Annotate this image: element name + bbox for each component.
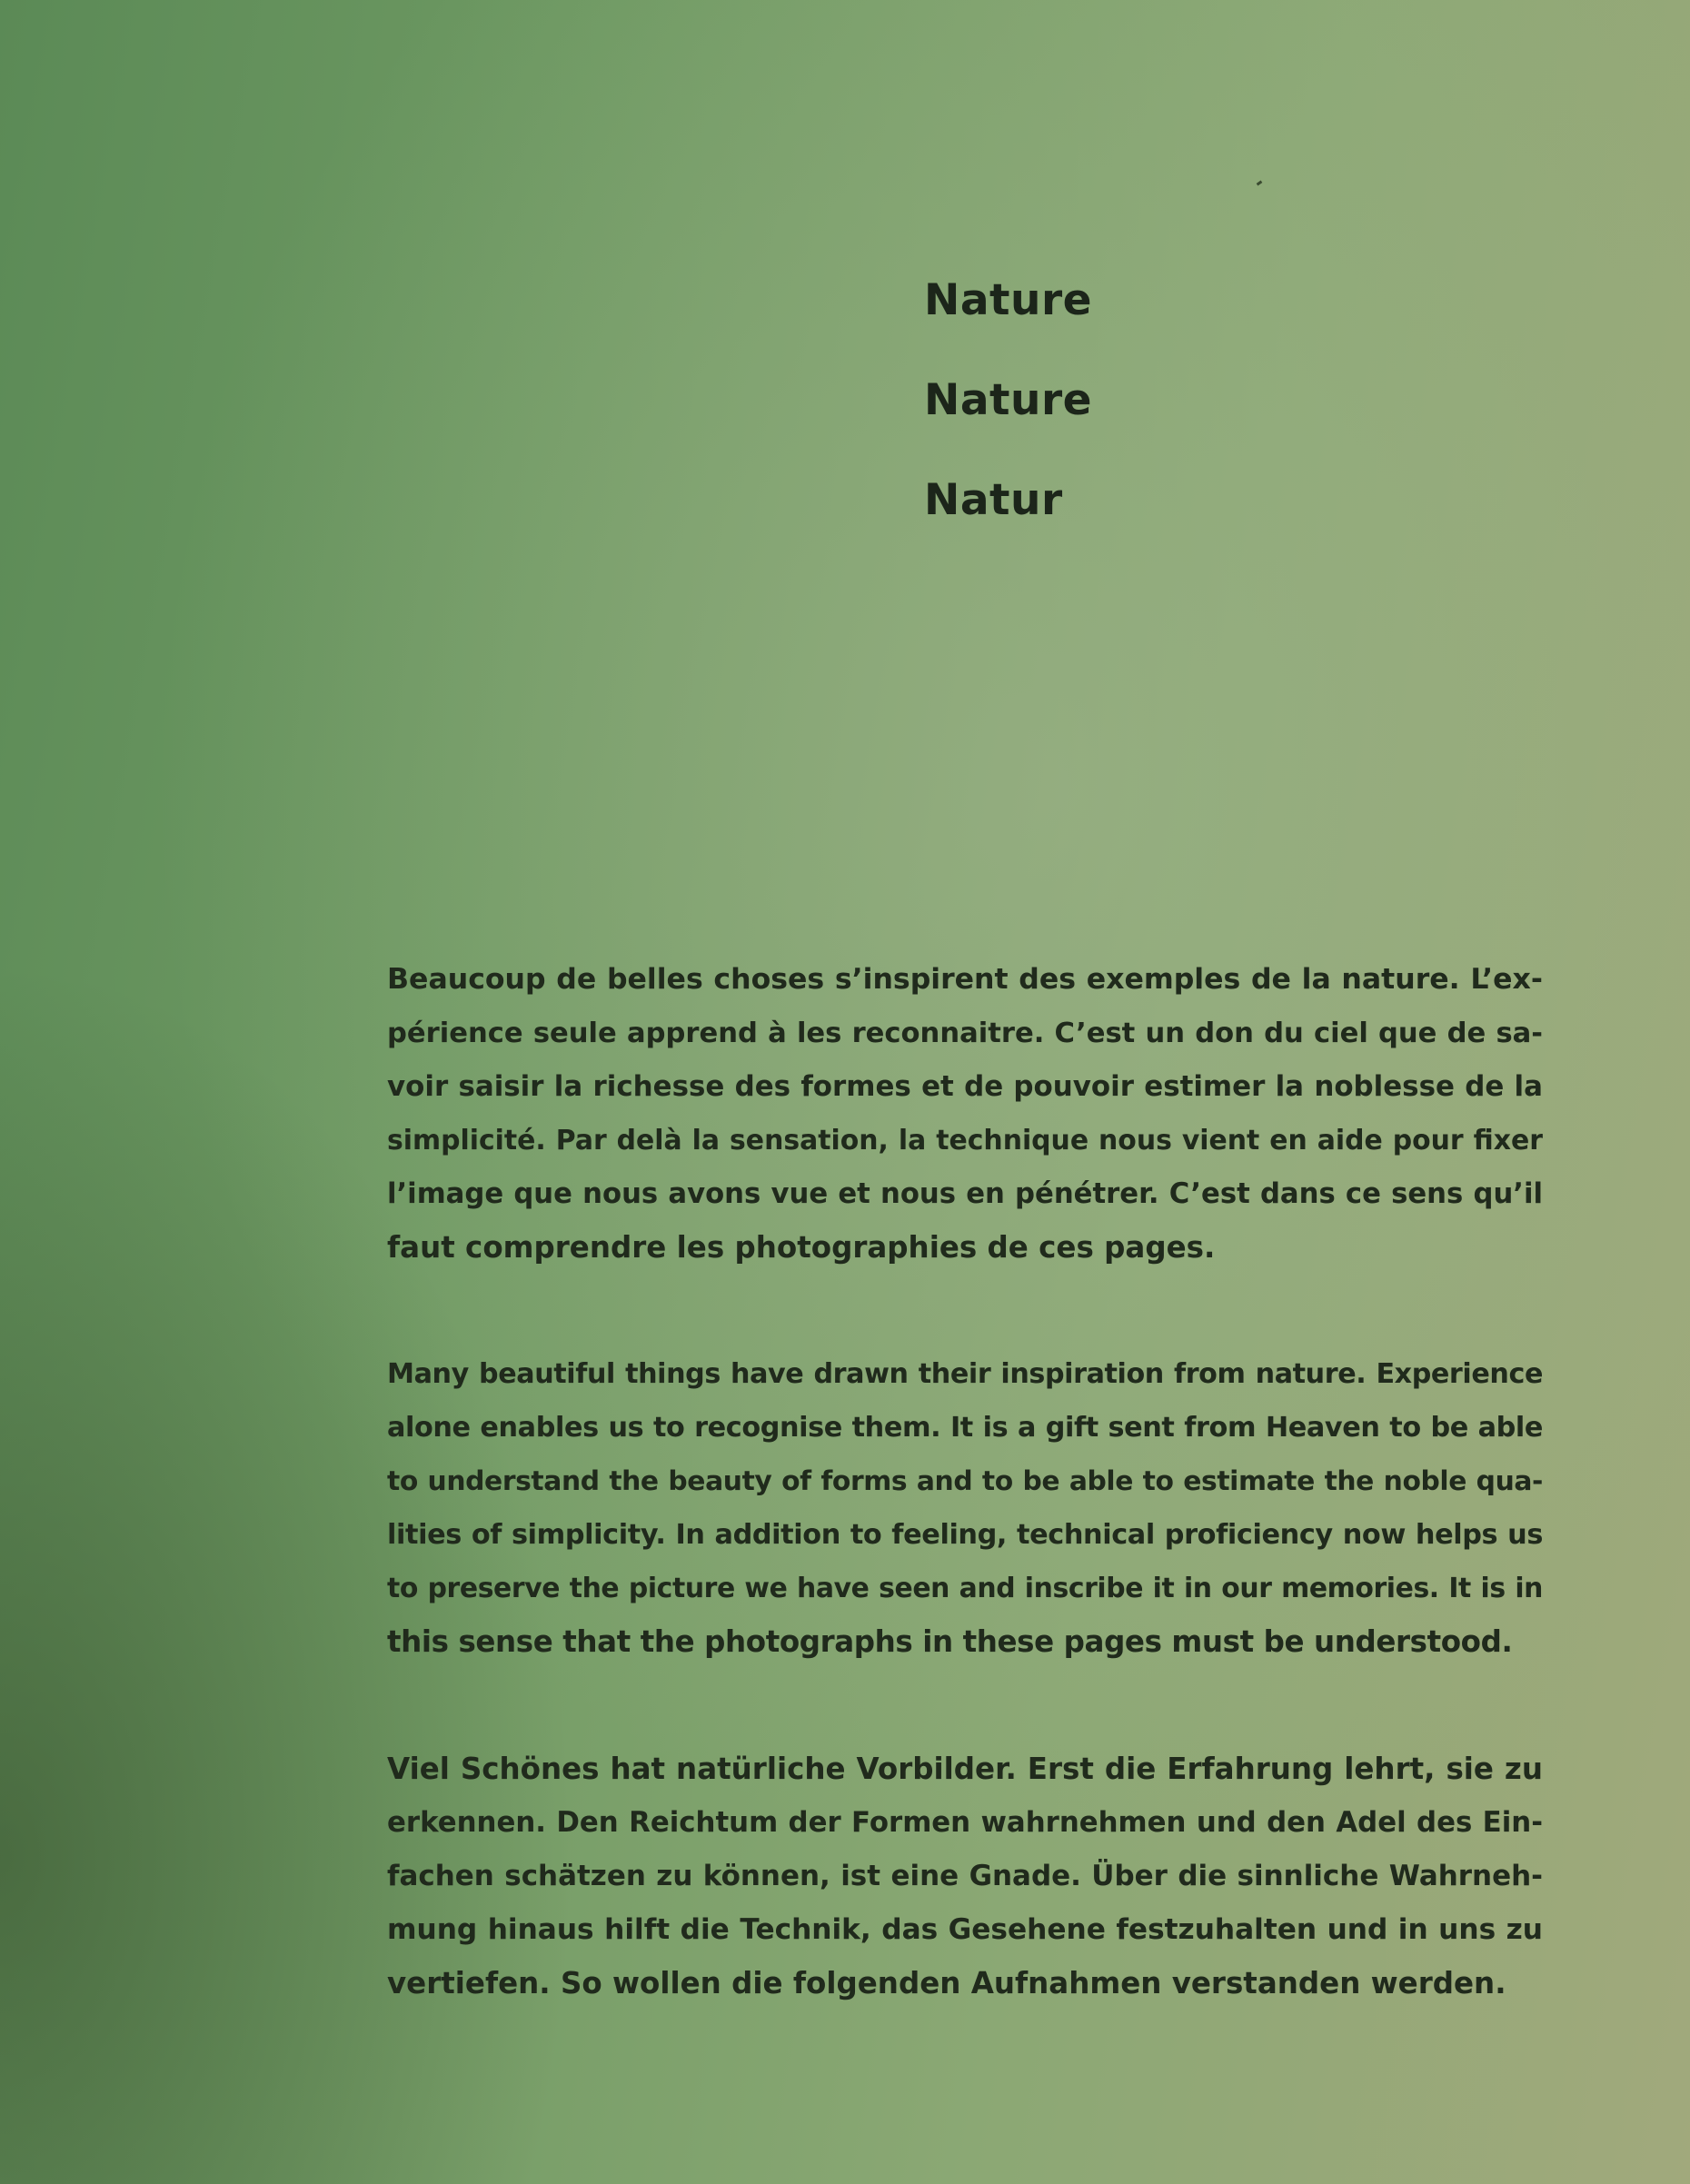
paragraph-line: faut comprendre les photographies de ces pages. — [387, 1230, 1216, 1265]
paragraph-line: voir saisir la richesse des formes et de pouvoir estimer la noblesse de la — [387, 1070, 1543, 1103]
paragraph-line: to understand the beauty of forms and to be able to estimate the noble qua- — [387, 1465, 1543, 1497]
paragraph-line: fachen schätzen zu können, ist eine Gnade. Über die sinnliche Wahrneh- — [387, 1860, 1543, 1892]
paragraph-line: périence seule apprend à les reconnaitre. C’est un don du ciel que de sa- — [387, 1018, 1543, 1049]
paragraph-line: Viel Schönes hat natürliche Vorbilder. Erst die Erfahrung lehrt, sie zu — [387, 1752, 1543, 1786]
paragraph-line: erkennen. Den Reichtum der Formen wahrnehmen und den Adel des Ein- — [387, 1806, 1543, 1839]
paper-speck — [1257, 181, 1263, 186]
paragraph-line: Beaucoup de belles choses s’inspirent des exemples de la nature. L’ex- — [387, 963, 1543, 996]
title-french: Nature — [924, 275, 1093, 325]
title-english: Nature — [924, 375, 1093, 425]
paragraph-english — [387, 1347, 1543, 1669]
paragraph-line: alone enables us to recognise them. It is a gift sent from Heaven to be able — [387, 1412, 1543, 1444]
paragraph-line: to preserve the picture we have seen and inscribe it in our memories. It is in — [387, 1573, 1543, 1604]
paragraph-line: mung hinaus hilft die Technik, das Gesehene festzuhalten und in uns zu — [387, 1913, 1543, 1946]
paragraph-german — [387, 1742, 1543, 2010]
title-german: Natur — [924, 475, 1063, 525]
title-list — [924, 251, 1092, 551]
paragraph-line: lities of simplicity. In addition to feeling, technical proficiency now helps us — [387, 1519, 1543, 1551]
paragraph-line: Many beautiful things have drawn their inspiration from nature. Experience — [387, 1358, 1543, 1390]
paragraph-line: this sense that the photographs in these pages must be understood. — [387, 1624, 1513, 1659]
paragraph-line: l’image que nous avons vue et nous en pénétrer. C’est dans ce sens qu’il — [387, 1178, 1543, 1210]
paragraph-line: vertiefen. So wollen die folgenden Aufnahmen verstanden werden. — [387, 1966, 1506, 2000]
paragraph-french — [387, 953, 1543, 1275]
paragraph-line: simplicité. Par delà la sensation, la technique nous vient en aide pour fixer — [387, 1125, 1543, 1157]
